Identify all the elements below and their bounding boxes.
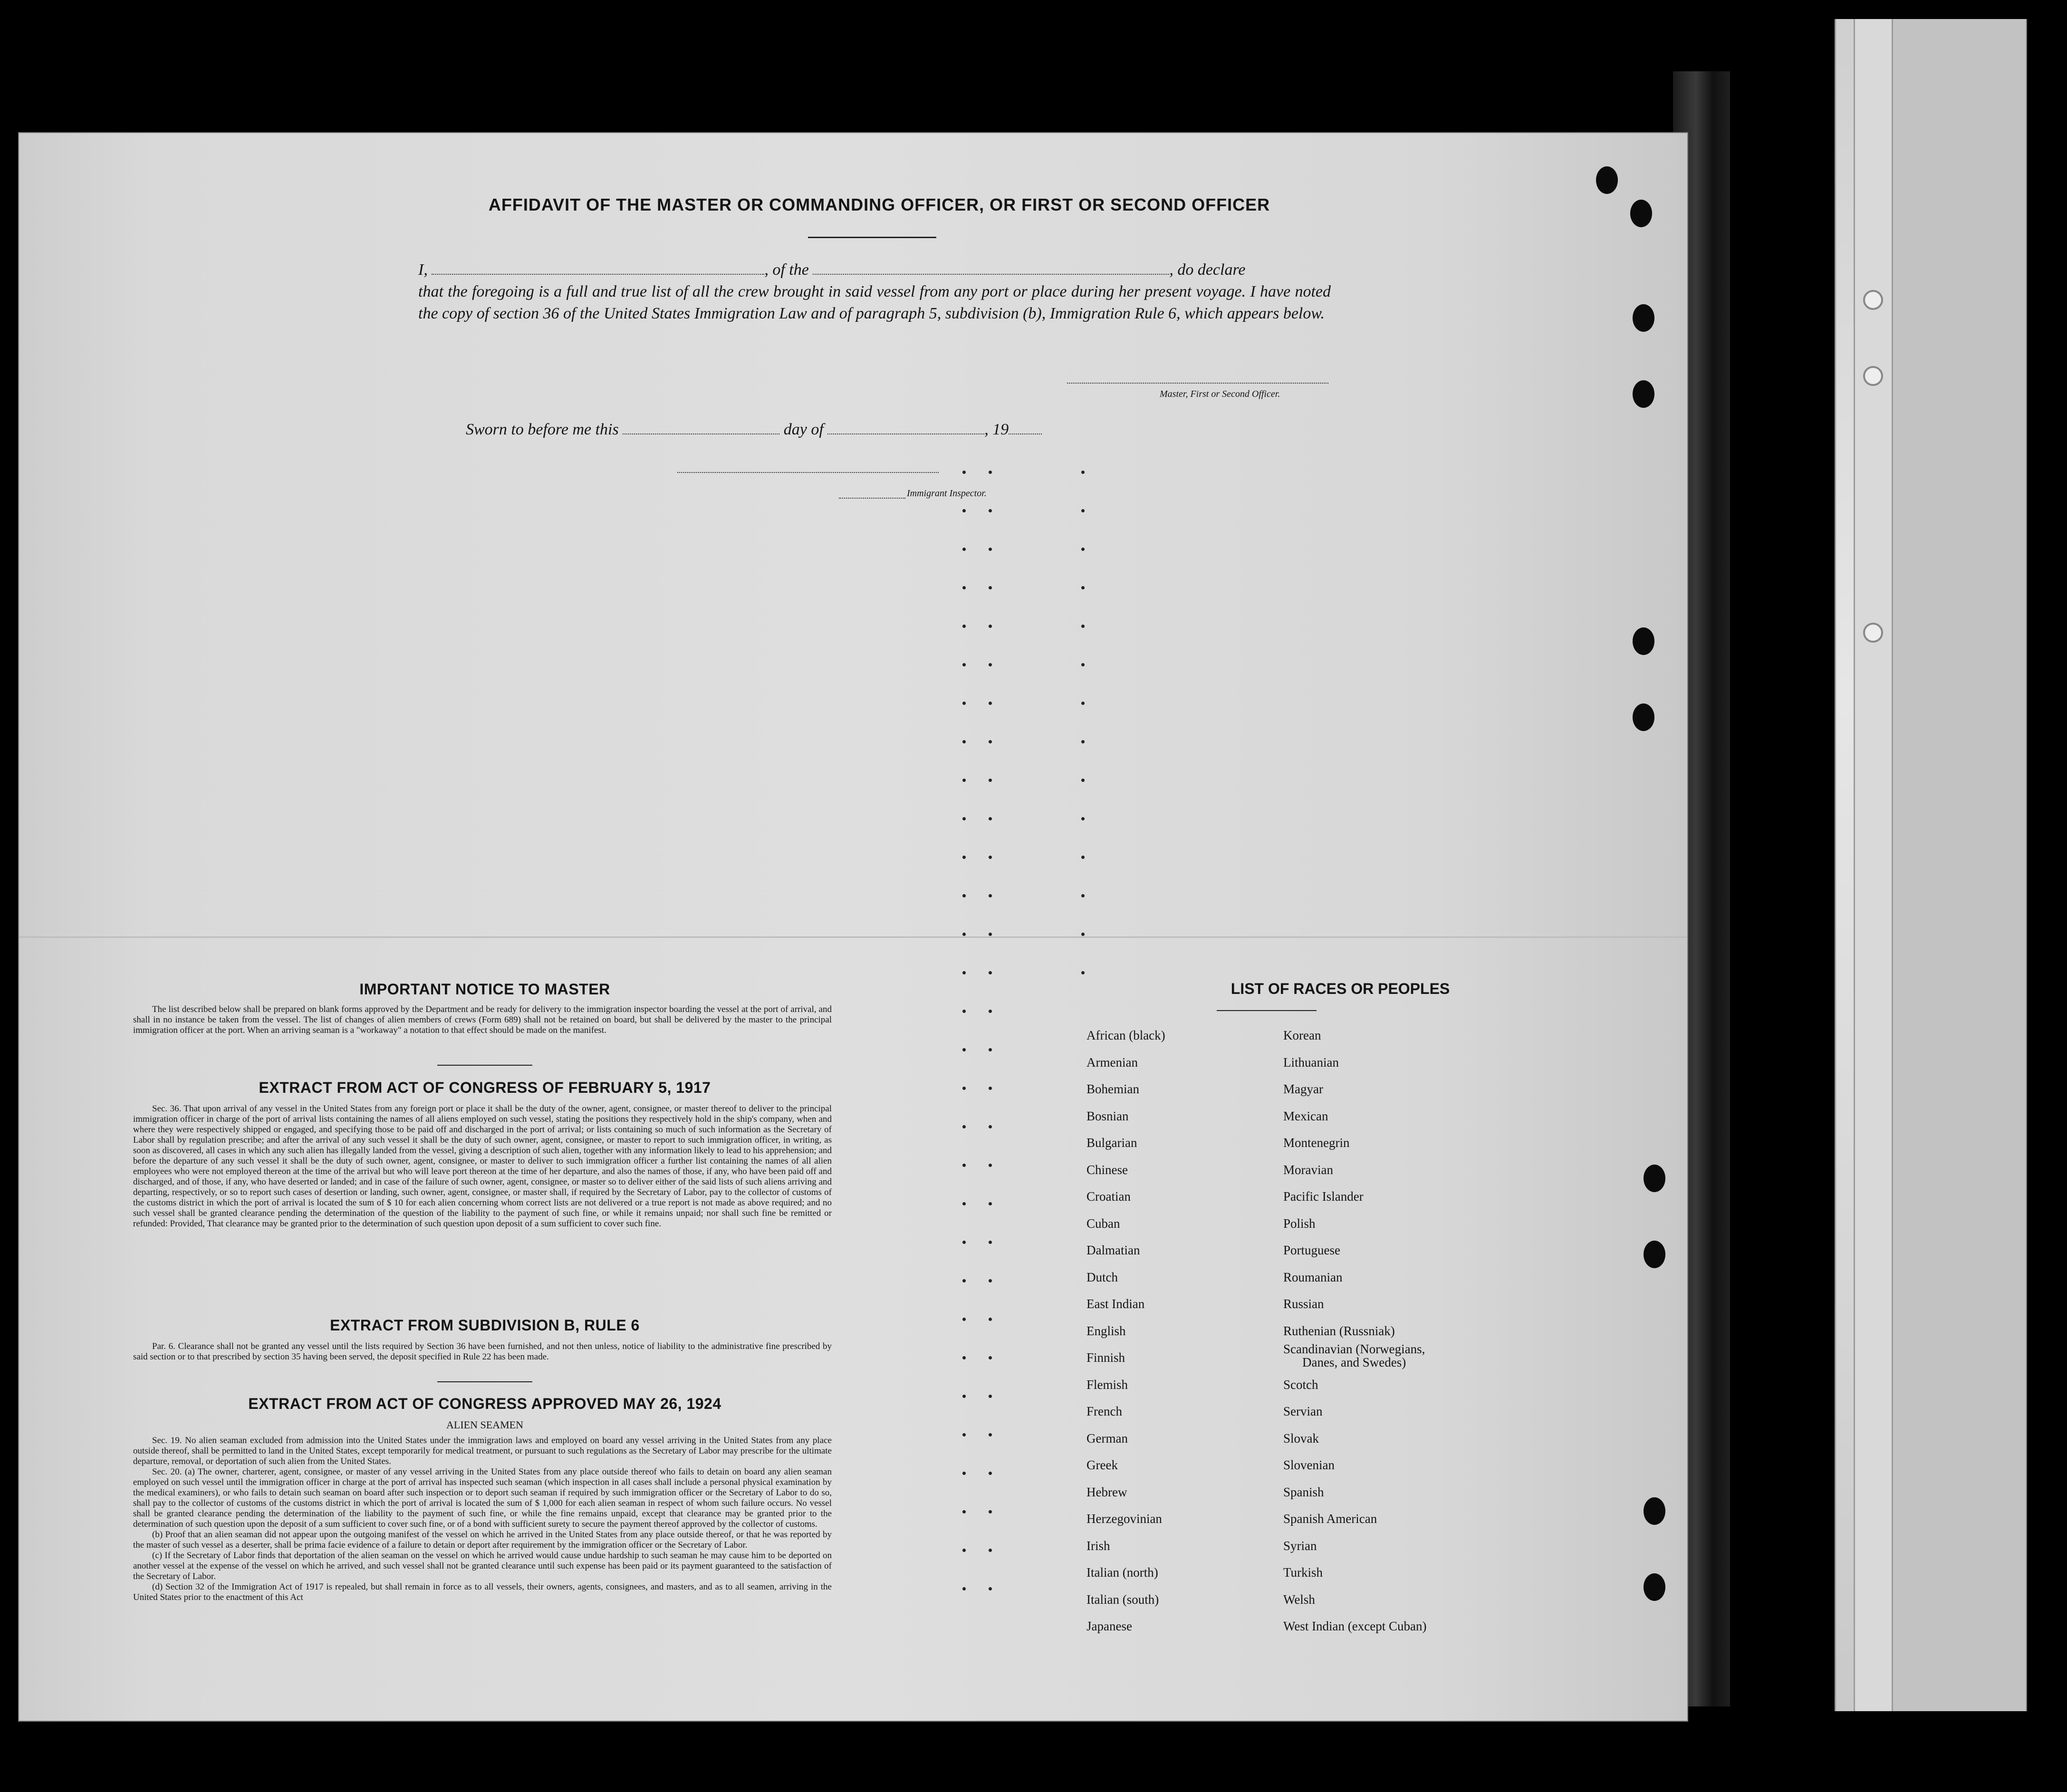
alien-seamen-subheading: ALIEN SEAMEN — [446, 1419, 523, 1431]
punch-hole — [1863, 290, 1883, 310]
tick-mark — [962, 586, 966, 589]
tick-mark — [1081, 548, 1085, 551]
page-fold — [19, 936, 1687, 938]
rule6-paragraph: Par. 6. Clearance shall not be granted any vessel until the lists required by Section 36 have been furnished, and not then unless, notice of liability to the administrative fine prescribed by said section or to that prescribed by section 35 having been served, the deposit specified in Rule 22 has been made. — [133, 1341, 832, 1362]
extract-1924-heading: EXTRACT FROM ACT OF CONGRESS APPROVED MAY 26, 1924 — [248, 1395, 721, 1412]
notice-paragraph: The list described below shall be prepared on blank forms approved by the Department and be ready for delivery to the immigration inspector boarding the vessel at the port of arrival, and shall in no instance be taken from the vessel. The list of changes of alien members of crews (Form 689) shall not be retained on board, but shall be delivered by the master to the principal immigration officer at the port. When an arriving seaman is a "workaway" a notation to that effect should be made on the manifest. — [133, 1004, 832, 1035]
tick-mark — [1081, 509, 1085, 512]
race-item: Bohemian — [1086, 1082, 1139, 1096]
punch-hole — [1644, 1241, 1665, 1268]
race-item: Bulgarian — [1086, 1136, 1137, 1150]
extract-1924-paragraph: (b) Proof that an alien seaman did not appear upon the outgoing manifest of the vessel on which he arrived in the United States from any place outside thereof, or that he was reported by the master of such vessel as a deserter, shall be prima facie evidence of a failure to detain or deport after requirement by the immigration officer or the Secretary of Labor. — [133, 1530, 832, 1550]
race-item: Chinese — [1086, 1162, 1128, 1177]
race-item: West Indian (except Cuban) — [1283, 1619, 1427, 1633]
tick-mark — [989, 509, 992, 512]
section-divider — [437, 1381, 532, 1382]
race-item: German — [1086, 1431, 1128, 1445]
extract-1917-heading: EXTRACT FROM ACT OF CONGRESS OF FEBRUARY 5, 1917 — [259, 1079, 711, 1096]
rule6-text — [133, 1341, 832, 1362]
year-label: , 19 — [984, 421, 1009, 438]
race-item: Dalmatian — [1086, 1243, 1140, 1257]
tick-mark — [989, 1549, 992, 1552]
tick-mark — [962, 1433, 966, 1436]
tick-mark — [1081, 933, 1085, 936]
tick-mark — [989, 1433, 992, 1436]
tick-mark — [989, 933, 992, 936]
race-item: Croatian — [1086, 1189, 1131, 1204]
punch-hole — [1863, 623, 1883, 643]
declaration-paragraph — [418, 259, 1331, 325]
tick-mark — [989, 856, 992, 859]
race-item: Roumanian — [1283, 1270, 1343, 1284]
master-caption: Master, First or Second Officer. — [1160, 389, 1280, 399]
tick-mark — [989, 971, 992, 974]
tick-mark — [962, 894, 966, 897]
tick-mark — [962, 1279, 966, 1282]
race-item: African (black) — [1086, 1028, 1165, 1042]
tick-mark — [989, 1587, 992, 1590]
declaration-do-declare: , do declare — [1169, 261, 1246, 279]
tick-mark — [962, 1010, 966, 1013]
inspector-caption-leader — [839, 498, 905, 499]
declaration-first-line — [418, 259, 1331, 281]
race-item: Italian (south) — [1086, 1592, 1159, 1607]
race-item: Lithuanian — [1283, 1055, 1339, 1069]
punch-hole — [1863, 366, 1883, 386]
punch-hole — [1633, 703, 1654, 731]
tick-mark — [1081, 971, 1085, 974]
race-item: Armenian — [1086, 1055, 1138, 1069]
sworn-month-blank[interactable] — [827, 421, 984, 434]
declaration-of-the: , of the — [764, 261, 809, 279]
tick-mark — [962, 548, 966, 551]
race-item: Spanish American — [1283, 1512, 1377, 1526]
tick-mark — [962, 933, 966, 936]
race-item: Korean — [1283, 1028, 1321, 1042]
extract-1924-paragraph: Sec. 20. (a) The owner, charterer, agent, consignee, or master of any vessel arriving in the United States from any place outside thereof who fails to detain on board any alien seaman employed on such vessel until the immigration officer in charge at the port of arrival has inspected such seaman (which inspection in all cases shall include a personal physical examination by the medical examiners), or who fails to detain such seaman on board after such inspection or to deport such seaman if required by such immigration officer or the Secretary of Labor to do so, shall pay to the collector of customs of the customs district in which the port of arrival is located the sum of $ 1,000 for each alien seaman in respect of whom such failure occurs. No vessel shall be granted clearance pending the determination of the liability to the payment of such fine, or while the fine remains unpaid, except that clearance may be granted prior to the determination of such question upon the deposit of a sum sufficient to cover such fine, or of a bond with sufficient surety to secure the payment thereof approved by the collector of customs. — [133, 1467, 832, 1529]
tick-mark — [989, 779, 992, 782]
tick-mark — [989, 817, 992, 820]
inspector-signature-line[interactable] — [677, 472, 939, 473]
tick-mark — [989, 1472, 992, 1475]
race-item: Turkish — [1283, 1565, 1323, 1580]
day-of-label: day of — [783, 421, 824, 438]
race-item: Russian — [1283, 1297, 1324, 1311]
vessel-blank[interactable] — [813, 261, 1169, 275]
tick-mark — [962, 971, 966, 974]
tick-mark — [989, 625, 992, 628]
races-heading: LIST OF RACES OR PEOPLES — [1231, 980, 1450, 997]
inspector-caption: Immigrant Inspector. — [907, 488, 987, 499]
race-item: Polish — [1283, 1216, 1316, 1231]
extract-1924-paragraph: (d) Section 32 of the Immigration Act of 1917 is repealed, but shall remain in force as to all vessels, their owners, agents, consignees, and masters, and as to all seamen, arriving in the United States prior to the enactment of this Act — [133, 1582, 832, 1602]
tick-mark — [1081, 471, 1085, 474]
race-item: Slovak — [1283, 1431, 1319, 1445]
sworn-year-blank[interactable] — [1009, 421, 1042, 434]
race-item: Greek — [1086, 1458, 1118, 1472]
race-item: Mexican — [1283, 1109, 1328, 1123]
sworn-day-blank[interactable] — [623, 421, 779, 434]
tick-mark — [1081, 702, 1085, 705]
race-item: Herzegovinian — [1086, 1512, 1162, 1526]
race-item: Dutch — [1086, 1270, 1118, 1284]
notice-text — [133, 1004, 832, 1036]
race-item: Danes, and Swedes) — [1302, 1355, 1406, 1369]
race-item: Irish — [1086, 1538, 1110, 1553]
race-item: Magyar — [1283, 1082, 1323, 1096]
rule6-heading: EXTRACT FROM SUBDIVISION B, RULE 6 — [330, 1317, 640, 1334]
race-item: Syrian — [1283, 1539, 1317, 1553]
tick-mark — [962, 1510, 966, 1513]
master-signature-line[interactable] — [1067, 383, 1328, 384]
tick-mark — [989, 1125, 992, 1128]
tick-mark — [962, 1164, 966, 1167]
extract-1924-text — [133, 1436, 832, 1603]
section-divider — [437, 1065, 532, 1066]
tick-mark — [989, 1356, 992, 1359]
stacked-back-pages — [1835, 19, 2034, 1711]
tick-mark — [1081, 779, 1085, 782]
tick-mark — [962, 509, 966, 512]
race-item: French — [1086, 1404, 1122, 1418]
tick-mark — [989, 702, 992, 705]
tick-mark — [1081, 856, 1085, 859]
race-item: Japanese — [1086, 1619, 1132, 1633]
tick-mark — [989, 1279, 992, 1282]
declaration-body: that the foregoing is a full and true list of all the crew brought in said vessel from any port or place during her present voyage. I have noted the copy of section 36 of the United States Immigration Law and of paragraph 5, subdivision (b), Immigration Rule 6, which appears below. — [418, 283, 1331, 322]
punch-hole — [1633, 304, 1654, 332]
tick-mark — [1081, 586, 1085, 589]
tick-mark — [989, 894, 992, 897]
race-item: Ruthenian (Russniak) — [1283, 1324, 1395, 1338]
punch-hole — [1633, 627, 1654, 655]
race-item: Hebrew — [1086, 1484, 1127, 1499]
tick-mark — [1081, 625, 1085, 628]
tick-mark — [962, 779, 966, 782]
tick-mark — [962, 817, 966, 820]
tick-mark — [989, 740, 992, 743]
sworn-line — [466, 421, 1042, 439]
punch-hole — [1644, 1165, 1665, 1192]
tick-mark — [989, 1510, 992, 1513]
tick-mark — [962, 663, 966, 666]
tick-mark — [989, 1241, 992, 1244]
tick-mark — [989, 1318, 992, 1321]
tick-mark — [1081, 663, 1085, 666]
notice-heading: IMPORTANT NOTICE TO MASTER — [359, 981, 610, 998]
race-item: Servian — [1283, 1404, 1323, 1418]
tick-mark — [1081, 894, 1085, 897]
punch-hole — [1644, 1573, 1665, 1601]
tick-mark — [962, 1125, 966, 1128]
tick-mark — [1081, 817, 1085, 820]
declaration-i: I, — [418, 261, 428, 279]
race-item: Pacific Islander — [1283, 1189, 1364, 1204]
sworn-label: Sworn to before me this — [466, 421, 619, 438]
tick-mark — [989, 548, 992, 551]
race-item: Bosnian — [1086, 1108, 1129, 1123]
tick-mark — [989, 1164, 992, 1167]
extract-1924-paragraph: (c) If the Secretary of Labor finds that deportation of the alien seaman on the vessel on which he arrived would cause undue hardship to such seaman he may cause him to be deported on another vessel at the expense of the vessel on which he arrived, and such vessel shall not be granted clearance until such expense has been paid or its payment guaranteed to the satisfaction of the Secretary of Labor. — [133, 1551, 832, 1581]
tick-mark — [989, 586, 992, 589]
race-item: Slovenian — [1283, 1458, 1335, 1472]
tick-mark — [962, 1395, 966, 1398]
race-item: Italian (north) — [1086, 1565, 1158, 1580]
tick-mark — [962, 1202, 966, 1205]
race-item: Welsh — [1283, 1592, 1315, 1607]
tick-mark — [989, 663, 992, 666]
tick-mark — [962, 1356, 966, 1359]
tick-mark — [962, 1087, 966, 1090]
tick-mark — [989, 1048, 992, 1051]
extract-1917-paragraph: Sec. 36. That upon arrival of any vessel in the United States from any foreign port or place it shall be the duty of the owner, agent, consignee, or master thereof to deliver to the principal immigration officer in charge of the port of arrival lists containing the names of all aliens employed on such vessel, stating the positions they respectively hold in the ship's company, when and where they were respectively shipped or engaged, and specifying those to be paid off and discharged in the port of arrival; or lists containing so much of such information as the Secretary of Labor shall by regulation prescribe; and after the arrival of any such vessel it shall be the duty of such owner, agent, consignee, or master to report to such immigration officer, in writing, as soon as discovered, all cases in which any such alien has illegally landed from the vessel, giving a description of such alien, together with any information likely to lead to his apprehension; and before the departure of any such vessel it shall be the duty of such owner, agent, consignee, or master to deliver to such immigration officer a further list containing the names of all alien employees who were not employed thereon at the time of the arrival but who will leave port thereon at the time of her departure, and also the names of those, if any, who have been paid off and discharged, and of those, if any, who have deserted or landed; and in case of the failure of such owner, agent, consignee, or master so to deliver either of the said lists of such aliens arriving and departing, respectively, or so to report such cases of desertion or landing, such owner, agent, consignee, or master shall, if required by the Secretary of Labor, pay to the collector of customs of the customs district in which the port of arrival is located the sum of $ 10 for each alien concerning whom correct lists are not delivered or a true report is not made as above required; and no such vessel shall be granted clearance pending the determination of the question of the liability to the payment of such fine, or while it remains unpaid; nor shall such fine be remitted or refunded: Provided, That clearance may be granted prior to the determination of such question upon deposit of a sum sufficient to cover such fine. — [133, 1104, 832, 1229]
race-item: Montenegrin — [1283, 1136, 1350, 1150]
race-item: Finnish — [1086, 1350, 1125, 1365]
races-divider — [1217, 1010, 1317, 1011]
tick-mark — [962, 1472, 966, 1475]
tick-mark — [962, 1587, 966, 1590]
title-underline — [808, 237, 936, 238]
punch-hole — [1644, 1497, 1665, 1525]
tick-mark — [962, 1048, 966, 1051]
tick-mark — [989, 471, 992, 474]
race-item: Spanish — [1283, 1485, 1324, 1499]
extract-1917-text — [133, 1104, 832, 1229]
punch-hole — [1630, 200, 1652, 227]
tick-mark — [962, 856, 966, 859]
race-item: Moravian — [1283, 1163, 1333, 1177]
race-item: Portuguese — [1283, 1243, 1340, 1257]
tick-mark — [989, 1202, 992, 1205]
extract-1924-paragraph: Sec. 19. No alien seaman excluded from admission into the United States under the immigration laws and employed on board any vessel arriving in the United States from any place outside thereof, shall be permitted to land in the United States, except temporarily for medical treatment, or pursuant to such regulations as the Secretary of Labor may prescribe for the ultimate departure, removal, or deportation of such alien from the United States. — [133, 1436, 832, 1466]
tick-mark — [989, 1087, 992, 1090]
name-blank[interactable] — [432, 261, 764, 275]
tick-mark — [1081, 740, 1085, 743]
tick-mark — [989, 1395, 992, 1398]
race-item: Cuban — [1086, 1216, 1120, 1231]
race-item: East Indian — [1086, 1297, 1145, 1311]
race-item: Scandinavian (Norwegians, — [1283, 1342, 1425, 1356]
tick-mark — [962, 471, 966, 474]
race-item: Flemish — [1086, 1377, 1128, 1392]
tick-mark — [962, 740, 966, 743]
tick-mark — [962, 1549, 966, 1552]
tick-mark — [962, 702, 966, 705]
tick-mark — [962, 1241, 966, 1244]
punch-hole — [1596, 166, 1618, 194]
tick-mark — [962, 1318, 966, 1321]
tick-mark — [989, 1010, 992, 1013]
tick-mark — [962, 625, 966, 628]
race-item: English — [1086, 1323, 1126, 1338]
race-item: Scotch — [1283, 1378, 1318, 1392]
back-page — [1892, 19, 2027, 1711]
affidavit-title: AFFIDAVIT OF THE MASTER OR COMMANDING OFFICER, OR FIRST OR SECOND OFFICER — [488, 195, 1270, 214]
punch-hole — [1633, 380, 1654, 408]
